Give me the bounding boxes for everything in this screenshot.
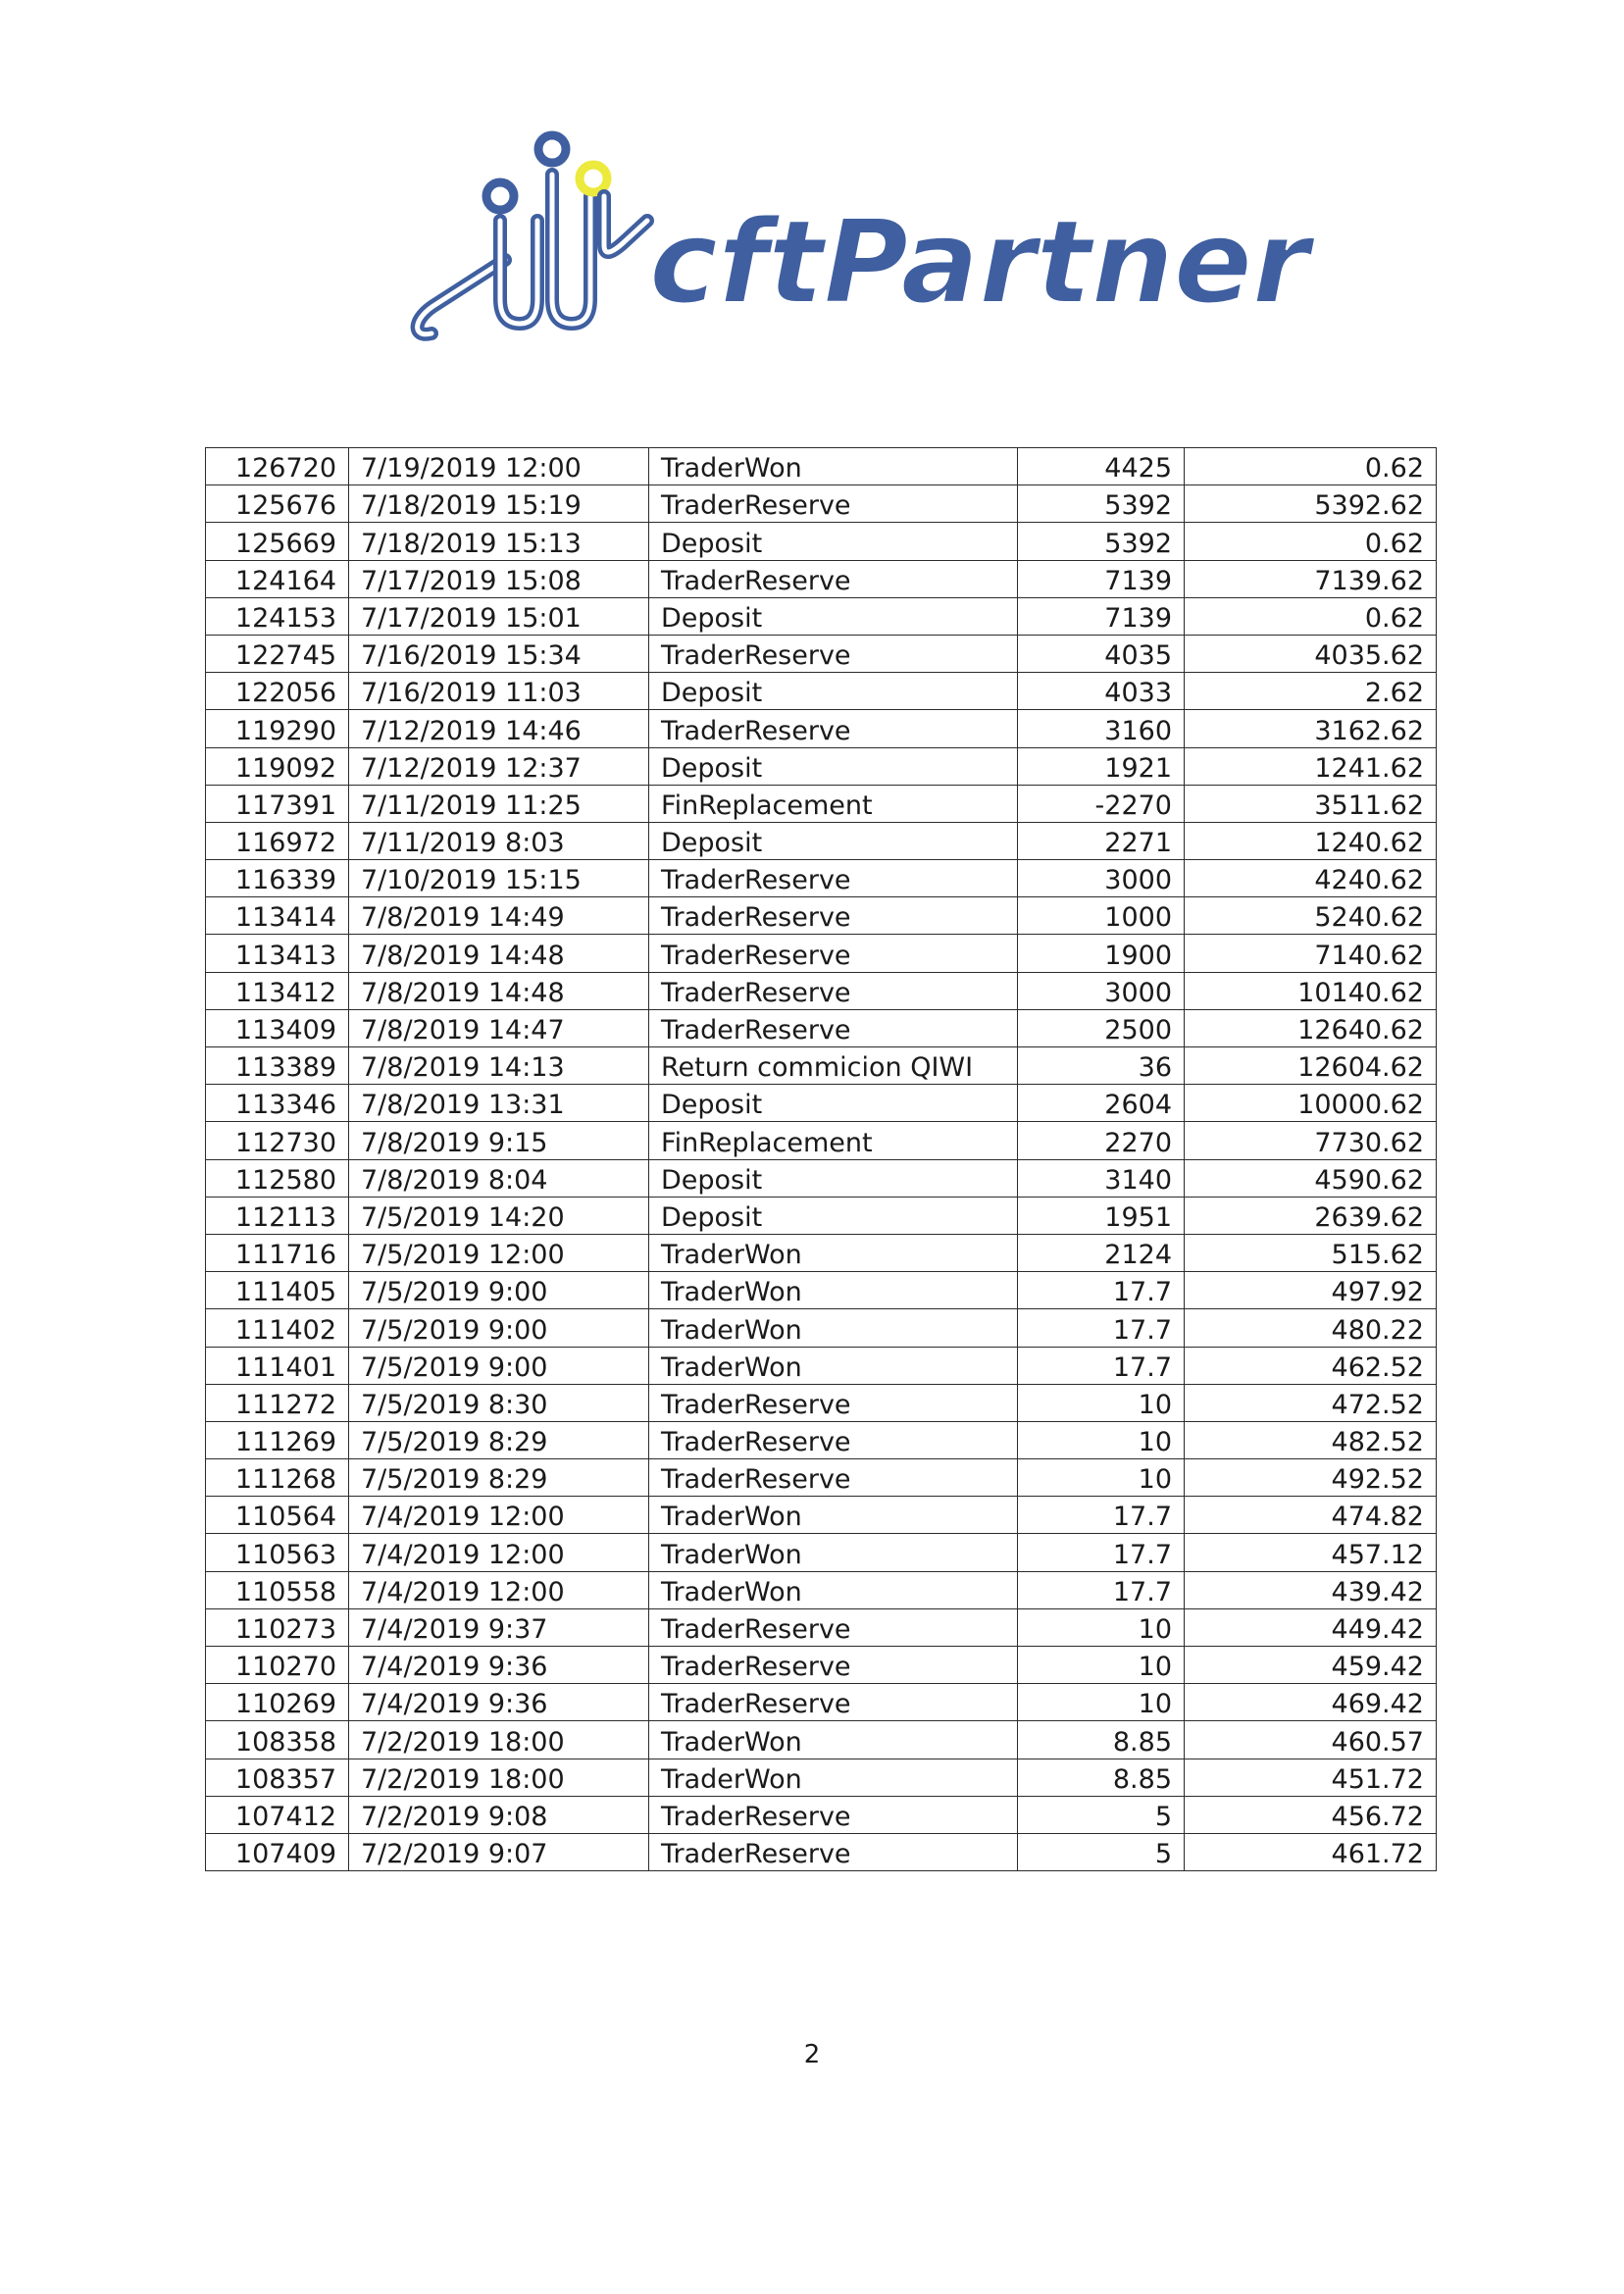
balance-cell: 515.62 xyxy=(1185,1234,1437,1271)
balance-cell: 4240.62 xyxy=(1185,860,1437,897)
transaction-id-cell: 110558 xyxy=(206,1571,349,1608)
transaction-date-cell: 7/12/2019 14:46 xyxy=(349,710,649,747)
transaction-date-cell: 7/8/2019 14:47 xyxy=(349,1009,649,1046)
transaction-date-cell: 7/17/2019 15:01 xyxy=(349,597,649,635)
transaction-amount-cell: 2124 xyxy=(1018,1234,1185,1271)
transaction-id-cell: 112113 xyxy=(206,1197,349,1234)
balance-cell: 7139.62 xyxy=(1185,560,1437,597)
transaction-amount-cell: 4035 xyxy=(1018,635,1185,672)
transaction-type-cell: Deposit xyxy=(649,1197,1018,1234)
transaction-amount-cell: 17.7 xyxy=(1018,1571,1185,1608)
balance-cell: 12604.62 xyxy=(1185,1047,1437,1085)
balance-cell: 10140.62 xyxy=(1185,972,1437,1009)
table-row xyxy=(206,1796,1437,1833)
balance-cell: 459.42 xyxy=(1185,1647,1437,1684)
transaction-id-cell: 113346 xyxy=(206,1085,349,1122)
balance-cell: 497.92 xyxy=(1185,1272,1437,1309)
transaction-id-cell: 111716 xyxy=(206,1234,349,1271)
transaction-amount-cell: 3140 xyxy=(1018,1159,1185,1197)
transaction-date-cell: 7/4/2019 12:00 xyxy=(349,1497,649,1534)
transaction-type-cell: TraderReserve xyxy=(649,710,1018,747)
transaction-amount-cell: 4425 xyxy=(1018,448,1185,485)
transaction-amount-cell: 10 xyxy=(1018,1459,1185,1497)
transaction-type-cell: TraderReserve xyxy=(649,1684,1018,1721)
transaction-type-cell: Deposit xyxy=(649,1085,1018,1122)
transaction-amount-cell: 10 xyxy=(1018,1684,1185,1721)
transaction-amount-cell: 4033 xyxy=(1018,673,1185,710)
balance-cell: 0.62 xyxy=(1185,448,1437,485)
cftpartner-logo xyxy=(412,127,1310,363)
balance-cell: 449.42 xyxy=(1185,1608,1437,1646)
transaction-type-cell: Deposit xyxy=(649,673,1018,710)
table-row xyxy=(206,1009,1437,1046)
transaction-amount-cell: 7139 xyxy=(1018,597,1185,635)
balance-cell: 439.42 xyxy=(1185,1571,1437,1608)
transaction-date-cell: 7/10/2019 15:15 xyxy=(349,860,649,897)
transaction-type-cell: TraderReserve xyxy=(649,1833,1018,1870)
transactions-table xyxy=(205,447,1437,1871)
transaction-id-cell: 110269 xyxy=(206,1684,349,1721)
transaction-type-cell: Deposit xyxy=(649,822,1018,859)
balance-cell: 10000.62 xyxy=(1185,1085,1437,1122)
table-row xyxy=(206,1534,1437,1571)
transaction-type-cell: TraderWon xyxy=(649,1721,1018,1759)
transaction-type-cell: Deposit xyxy=(649,597,1018,635)
transaction-type-cell: TraderWon xyxy=(649,1497,1018,1534)
transaction-amount-cell: 17.7 xyxy=(1018,1497,1185,1534)
transaction-id-cell: 111405 xyxy=(206,1272,349,1309)
balance-cell: 1240.62 xyxy=(1185,822,1437,859)
transaction-id-cell: 117391 xyxy=(206,785,349,822)
transaction-type-cell: TraderReserve xyxy=(649,860,1018,897)
balance-cell: 456.72 xyxy=(1185,1796,1437,1833)
page-number: 2 xyxy=(803,2040,821,2069)
table-row xyxy=(206,1684,1437,1721)
table-row xyxy=(206,1384,1437,1421)
table-row xyxy=(206,1159,1437,1197)
transaction-type-cell: Return commicion QIWI xyxy=(649,1047,1018,1085)
table-row xyxy=(206,935,1437,972)
transaction-type-cell: TraderWon xyxy=(649,1571,1018,1608)
transaction-id-cell: 113412 xyxy=(206,972,349,1009)
balance-cell: 469.42 xyxy=(1185,1684,1437,1721)
transaction-type-cell: TraderReserve xyxy=(649,935,1018,972)
transaction-id-cell: 112730 xyxy=(206,1122,349,1159)
balance-cell: 461.72 xyxy=(1185,1833,1437,1870)
balance-cell: 451.72 xyxy=(1185,1759,1437,1796)
transaction-date-cell: 7/2/2019 9:08 xyxy=(349,1796,649,1833)
table-row xyxy=(206,1234,1437,1271)
table-row xyxy=(206,560,1437,597)
transaction-date-cell: 7/8/2019 14:48 xyxy=(349,972,649,1009)
transaction-amount-cell: 10 xyxy=(1018,1647,1185,1684)
transaction-amount-cell: 2271 xyxy=(1018,822,1185,859)
balance-cell: 5392.62 xyxy=(1185,485,1437,523)
transaction-amount-cell: 2500 xyxy=(1018,1009,1185,1046)
transaction-type-cell: Deposit xyxy=(649,747,1018,785)
transaction-id-cell: 110273 xyxy=(206,1608,349,1646)
transaction-type-cell: TraderWon xyxy=(649,1272,1018,1309)
transaction-id-cell: 108357 xyxy=(206,1759,349,1796)
transaction-type-cell: Deposit xyxy=(649,1159,1018,1197)
table-row xyxy=(206,897,1437,935)
transaction-id-cell: 113413 xyxy=(206,935,349,972)
transaction-id-cell: 124153 xyxy=(206,597,349,635)
balance-cell: 480.22 xyxy=(1185,1309,1437,1347)
balance-cell: 482.52 xyxy=(1185,1421,1437,1458)
transaction-id-cell: 122745 xyxy=(206,635,349,672)
balance-cell: 7140.62 xyxy=(1185,935,1437,972)
table-row xyxy=(206,822,1437,859)
transaction-date-cell: 7/8/2019 14:48 xyxy=(349,935,649,972)
transaction-type-cell: TraderReserve xyxy=(649,485,1018,523)
balance-cell: 7730.62 xyxy=(1185,1122,1437,1159)
balance-cell: 4035.62 xyxy=(1185,635,1437,672)
balance-cell: 5240.62 xyxy=(1185,897,1437,935)
table-row xyxy=(206,1047,1437,1085)
balance-cell: 2.62 xyxy=(1185,673,1437,710)
table-row xyxy=(206,1197,1437,1234)
transaction-date-cell: 7/5/2019 9:00 xyxy=(349,1272,649,1309)
transaction-id-cell: 119290 xyxy=(206,710,349,747)
transaction-amount-cell: 3000 xyxy=(1018,860,1185,897)
table-row xyxy=(206,1309,1437,1347)
transaction-id-cell: 119092 xyxy=(206,747,349,785)
transaction-amount-cell: 17.7 xyxy=(1018,1309,1185,1347)
table-row xyxy=(206,635,1437,672)
transaction-date-cell: 7/4/2019 9:36 xyxy=(349,1684,649,1721)
table-row xyxy=(206,747,1437,785)
transaction-id-cell: 111268 xyxy=(206,1459,349,1497)
transaction-type-cell: TraderReserve xyxy=(649,1647,1018,1684)
transaction-type-cell: TraderReserve xyxy=(649,635,1018,672)
transaction-amount-cell: 17.7 xyxy=(1018,1272,1185,1309)
table-row xyxy=(206,1347,1437,1384)
table-row xyxy=(206,1721,1437,1759)
transaction-date-cell: 7/4/2019 9:37 xyxy=(349,1608,649,1646)
transaction-date-cell: 7/16/2019 11:03 xyxy=(349,673,649,710)
transaction-date-cell: 7/12/2019 12:37 xyxy=(349,747,649,785)
transaction-date-cell: 7/18/2019 15:19 xyxy=(349,485,649,523)
table-row xyxy=(206,1272,1437,1309)
transactions-table-body xyxy=(206,448,1437,1871)
balance-cell: 460.57 xyxy=(1185,1721,1437,1759)
transaction-type-cell: TraderReserve xyxy=(649,1796,1018,1833)
balance-cell: 0.62 xyxy=(1185,523,1437,560)
table-row xyxy=(206,1459,1437,1497)
transaction-date-cell: 7/8/2019 9:15 xyxy=(349,1122,649,1159)
balance-cell: 457.12 xyxy=(1185,1534,1437,1571)
transaction-amount-cell: 36 xyxy=(1018,1047,1185,1085)
transaction-type-cell: TraderReserve xyxy=(649,1459,1018,1497)
transaction-amount-cell: 1900 xyxy=(1018,935,1185,972)
transaction-id-cell: 110270 xyxy=(206,1647,349,1684)
transaction-type-cell: FinReplacement xyxy=(649,785,1018,822)
transaction-date-cell: 7/2/2019 18:00 xyxy=(349,1759,649,1796)
transaction-amount-cell: 17.7 xyxy=(1018,1347,1185,1384)
transaction-id-cell: 116339 xyxy=(206,860,349,897)
balance-cell: 2639.62 xyxy=(1185,1197,1437,1234)
transaction-date-cell: 7/11/2019 8:03 xyxy=(349,822,649,859)
transaction-type-cell: TraderReserve xyxy=(649,1009,1018,1046)
transaction-amount-cell: 2270 xyxy=(1018,1122,1185,1159)
transaction-type-cell: TraderReserve xyxy=(649,1384,1018,1421)
transaction-type-cell: Deposit xyxy=(649,523,1018,560)
logo-graphic xyxy=(412,127,1310,363)
transaction-amount-cell: 3000 xyxy=(1018,972,1185,1009)
transaction-amount-cell: 1000 xyxy=(1018,897,1185,935)
table-row xyxy=(206,673,1437,710)
transaction-date-cell: 7/8/2019 13:31 xyxy=(349,1085,649,1122)
table-row xyxy=(206,1497,1437,1534)
transaction-id-cell: 122056 xyxy=(206,673,349,710)
table-row xyxy=(206,1421,1437,1458)
transaction-amount-cell: 2604 xyxy=(1018,1085,1185,1122)
transaction-date-cell: 7/4/2019 9:36 xyxy=(349,1647,649,1684)
table-row xyxy=(206,597,1437,635)
transaction-amount-cell: 1951 xyxy=(1018,1197,1185,1234)
transaction-amount-cell: 10 xyxy=(1018,1421,1185,1458)
transaction-id-cell: 112580 xyxy=(206,1159,349,1197)
transaction-id-cell: 110564 xyxy=(206,1497,349,1534)
transaction-amount-cell: 3160 xyxy=(1018,710,1185,747)
transaction-amount-cell: 10 xyxy=(1018,1608,1185,1646)
transaction-type-cell: TraderWon xyxy=(649,1234,1018,1271)
transaction-amount-cell: 7139 xyxy=(1018,560,1185,597)
balance-cell: 4590.62 xyxy=(1185,1159,1437,1197)
transaction-id-cell: 124164 xyxy=(206,560,349,597)
transaction-type-cell: TraderWon xyxy=(649,448,1018,485)
transaction-date-cell: 7/17/2019 15:08 xyxy=(349,560,649,597)
transaction-date-cell: 7/2/2019 18:00 xyxy=(349,1721,649,1759)
transaction-date-cell: 7/5/2019 8:29 xyxy=(349,1421,649,1458)
transaction-date-cell: 7/8/2019 8:04 xyxy=(349,1159,649,1197)
table-row xyxy=(206,485,1437,523)
transaction-amount-cell: 5392 xyxy=(1018,485,1185,523)
transaction-date-cell: 7/2/2019 9:07 xyxy=(349,1833,649,1870)
transaction-type-cell: FinReplacement xyxy=(649,1122,1018,1159)
transaction-type-cell: TraderReserve xyxy=(649,897,1018,935)
transaction-type-cell: TraderReserve xyxy=(649,560,1018,597)
transaction-date-cell: 7/5/2019 9:00 xyxy=(349,1347,649,1384)
transaction-date-cell: 7/4/2019 12:00 xyxy=(349,1534,649,1571)
table-row xyxy=(206,1085,1437,1122)
balance-cell: 474.82 xyxy=(1185,1497,1437,1534)
table-row xyxy=(206,1122,1437,1159)
balance-cell: 3162.62 xyxy=(1185,710,1437,747)
transaction-amount-cell: 10 xyxy=(1018,1384,1185,1421)
transaction-date-cell: 7/8/2019 14:49 xyxy=(349,897,649,935)
table-row xyxy=(206,523,1437,560)
transaction-id-cell: 108358 xyxy=(206,1721,349,1759)
balance-cell: 3511.62 xyxy=(1185,785,1437,822)
transaction-type-cell: TraderWon xyxy=(649,1534,1018,1571)
transaction-id-cell: 113414 xyxy=(206,897,349,935)
table-row xyxy=(206,1571,1437,1608)
transaction-id-cell: 111272 xyxy=(206,1384,349,1421)
transaction-amount-cell: 8.85 xyxy=(1018,1721,1185,1759)
transaction-amount-cell: 5 xyxy=(1018,1833,1185,1870)
table-row xyxy=(206,710,1437,747)
transaction-id-cell: 125676 xyxy=(206,485,349,523)
balance-cell: 0.62 xyxy=(1185,597,1437,635)
transaction-id-cell: 116972 xyxy=(206,822,349,859)
balance-cell: 492.52 xyxy=(1185,1459,1437,1497)
transaction-date-cell: 7/8/2019 14:13 xyxy=(349,1047,649,1085)
transaction-type-cell: TraderReserve xyxy=(649,972,1018,1009)
table-row xyxy=(206,448,1437,485)
transaction-date-cell: 7/11/2019 11:25 xyxy=(349,785,649,822)
transaction-amount-cell: 1921 xyxy=(1018,747,1185,785)
transaction-date-cell: 7/18/2019 15:13 xyxy=(349,523,649,560)
balance-cell: 1241.62 xyxy=(1185,747,1437,785)
table-row xyxy=(206,1608,1437,1646)
transaction-date-cell: 7/5/2019 14:20 xyxy=(349,1197,649,1234)
svg-text:cftPartner: cftPartner xyxy=(649,194,1310,330)
transaction-type-cell: TraderReserve xyxy=(649,1608,1018,1646)
transaction-type-cell: TraderReserve xyxy=(649,1421,1018,1458)
balance-cell: 472.52 xyxy=(1185,1384,1437,1421)
balance-cell: 462.52 xyxy=(1185,1347,1437,1384)
transaction-amount-cell: 8.85 xyxy=(1018,1759,1185,1796)
transaction-id-cell: 111401 xyxy=(206,1347,349,1384)
transaction-amount-cell: 17.7 xyxy=(1018,1534,1185,1571)
transaction-amount-cell: 5392 xyxy=(1018,523,1185,560)
transaction-date-cell: 7/5/2019 9:00 xyxy=(349,1309,649,1347)
transaction-id-cell: 110563 xyxy=(206,1534,349,1571)
transaction-type-cell: TraderWon xyxy=(649,1309,1018,1347)
transaction-id-cell: 107412 xyxy=(206,1796,349,1833)
transaction-id-cell: 113409 xyxy=(206,1009,349,1046)
transaction-id-cell: 107409 xyxy=(206,1833,349,1870)
table-row xyxy=(206,1833,1437,1870)
transaction-id-cell: 125669 xyxy=(206,523,349,560)
table-row xyxy=(206,785,1437,822)
transaction-date-cell: 7/5/2019 12:00 xyxy=(349,1234,649,1271)
transaction-id-cell: 113389 xyxy=(206,1047,349,1085)
transaction-id-cell: 111269 xyxy=(206,1421,349,1458)
transaction-date-cell: 7/19/2019 12:00 xyxy=(349,448,649,485)
transaction-date-cell: 7/5/2019 8:30 xyxy=(349,1384,649,1421)
transaction-date-cell: 7/4/2019 12:00 xyxy=(349,1571,649,1608)
transaction-amount-cell: 5 xyxy=(1018,1796,1185,1833)
transaction-amount-cell: -2270 xyxy=(1018,785,1185,822)
table-row xyxy=(206,972,1437,1009)
balance-cell: 12640.62 xyxy=(1185,1009,1437,1046)
transaction-type-cell: TraderWon xyxy=(649,1347,1018,1384)
transaction-type-cell: TraderWon xyxy=(649,1759,1018,1796)
transaction-id-cell: 126720 xyxy=(206,448,349,485)
table-row xyxy=(206,1759,1437,1796)
transaction-date-cell: 7/16/2019 15:34 xyxy=(349,635,649,672)
table-row xyxy=(206,860,1437,897)
table-row xyxy=(206,1647,1437,1684)
transaction-date-cell: 7/5/2019 8:29 xyxy=(349,1459,649,1497)
transaction-id-cell: 111402 xyxy=(206,1309,349,1347)
